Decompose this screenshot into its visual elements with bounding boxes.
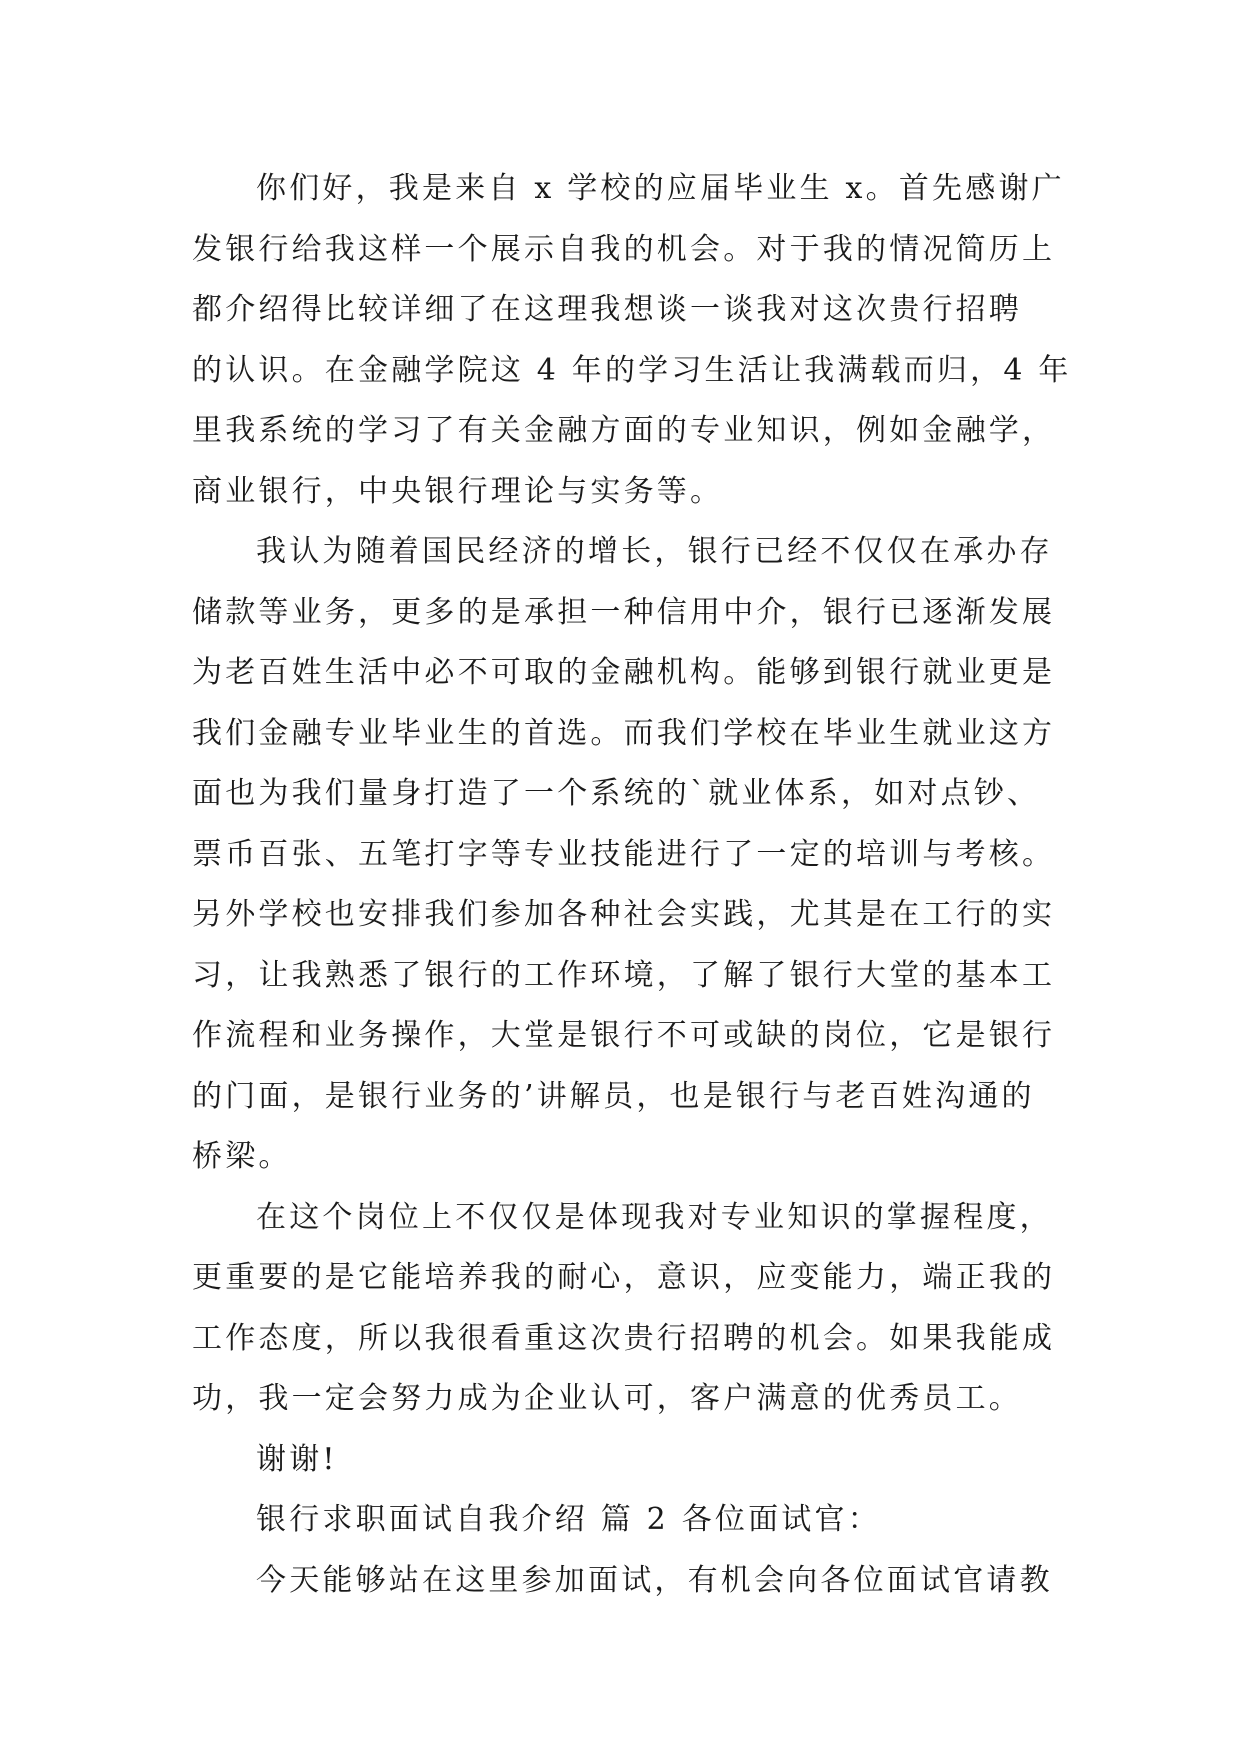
paragraph-line: 里我系统的学习了有关金融方面的专业知识，例如金融学， [192,413,1056,448]
paragraph-line: 为老百姓生活中必不可取的金融机构。能够到银行就业更是 [192,655,1056,690]
paragraph-line: 另外学校也安排我们参加各种社会实践，尤其是在工行的实 [192,897,1056,932]
paragraph-line: 工作态度，所以我很看重这次贵行招聘的机会。如果我能成 [192,1320,1056,1356]
paragraph-line: 的认识。在金融学院这 4 年的学习生活让我满载而归，4 年 [192,352,1072,388]
paragraph-line: 你们好，我是来自 x 学校的应届毕业生 x。首先感谢广 [256,171,1065,206]
paragraph-line: 谢谢! [256,1441,338,1477]
paragraph-line: 商业银行，中央银行理论与实务等。 [192,473,724,509]
paragraph-line: 作流程和业务操作，大堂是银行不可或缺的岗位，它是银行 [192,1018,1056,1053]
paragraph-line: 今天能够站在这里参加面试，有机会向各位面试官请教 [256,1562,1053,1598]
paragraph-line: 的门面，是银行业务的’讲解员，也是银行与老百姓沟通的 [192,1078,1035,1114]
paragraph-line: 桥梁。 [192,1139,292,1174]
paragraph-line: 我认为随着国民经济的增长，银行已经不仅仅在承办存 [256,534,1053,569]
paragraph-line: 发银行给我这样一个展示自我的机会。对于我的情况简历上 [192,231,1056,267]
paragraph-line: 在这个岗位上不仅仅是体现我对专业知识的掌握程度， [256,1199,1053,1235]
paragraph-line: 储款等业务，更多的是承担一种信用中介，银行已逐渐发展 [192,594,1056,630]
document-body [192,159,1072,1611]
paragraph-line: 票币百张、五笔打字等专业技能进行了一定的培训与考核。 [192,836,1056,872]
paragraph-line: 更重要的是它能培养我的耐心，意识，应变能力，端正我的 [192,1260,1056,1295]
paragraph-line: 我们金融专业毕业生的首选。而我们学校在毕业生就业这方 [192,715,1056,751]
paragraph-line: 都介绍得比较详细了在这理我想谈一谈我对这次贵行招聘 [192,292,1022,327]
section-heading: 银行求职面试自我介绍 篇 2 各位面试官： [256,1502,881,1537]
paragraph-line: 面也为我们量身打造了一个系统的`就业体系，如对点钞、 [192,776,1041,811]
paragraph-line: 功，我一定会努力成为企业认可，客户满意的优秀员工。 [192,1381,1022,1416]
paragraph-line: 习，让我熟悉了银行的工作环境，了解了银行大堂的基本工 [192,957,1056,993]
